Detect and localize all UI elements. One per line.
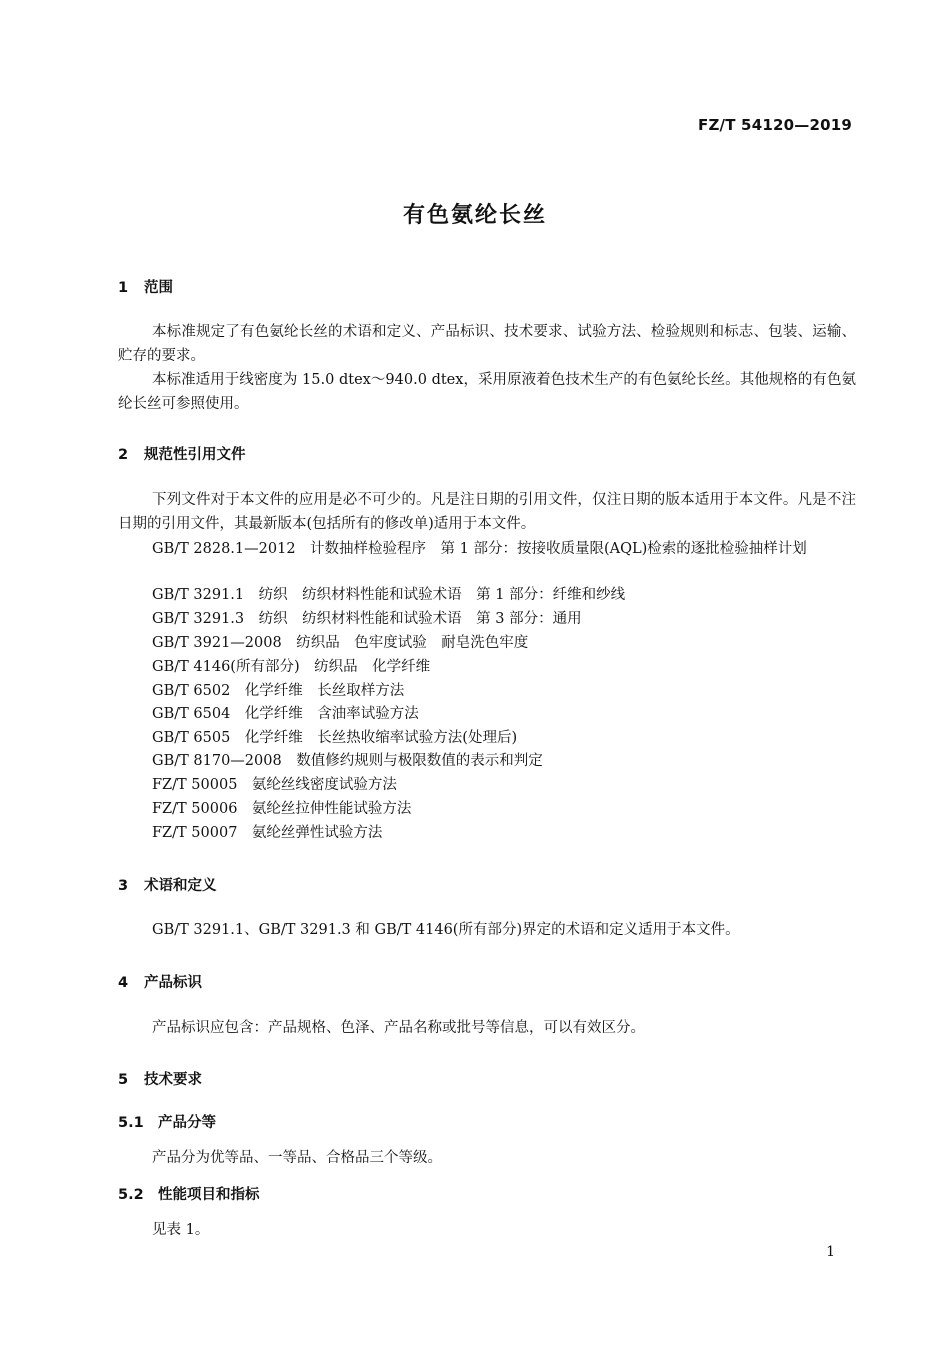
section-title: 术语和定义 xyxy=(144,878,217,894)
subsection-5-2-heading xyxy=(118,1183,260,1204)
document-title: 有色氨纶长丝 xyxy=(402,203,547,228)
section-2-heading xyxy=(118,443,246,464)
reference-item: GB/T 6502 化学纤维 长丝取样方法 xyxy=(152,683,405,699)
reference-item: GB/T 6505 化学纤维 长丝热收缩率试验方法(处理后) xyxy=(152,730,518,746)
section-title: 技术要求 xyxy=(144,1072,202,1088)
section-4-text: 产品标识应包含：产品规格、色泽、产品名称或批号等信息，可以有效区分。 xyxy=(152,1020,645,1036)
reference-item: GB/T 3291.1 纺织 纺织材料性能和试验术语 第 1 部分：纤维和纱线 xyxy=(152,587,626,603)
section-1-paragraph-2: 本标准适用于线密度为 15.0 dtex～940.0 dtex，采用原液着色技术生产的有色氨纶长丝。其他规格的有色氨纶长丝可参照使用。 xyxy=(118,372,856,412)
section-3-heading xyxy=(118,874,217,895)
subsection-5-2-text: 见表 1。 xyxy=(152,1222,210,1238)
reference-item: FZ/T 50007 氨纶丝弹性试验方法 xyxy=(152,825,383,841)
reference-item: GB/T 8170—2008 数值修约规则与极限数值的表示和判定 xyxy=(152,753,543,769)
reference-item: GB/T 3291.3 纺织 纺织材料性能和试验术语 第 3 部分：通用 xyxy=(152,611,582,627)
section-title: 产品标识 xyxy=(144,975,202,991)
standard-number: FZ/T 54120—2019 xyxy=(698,116,852,134)
section-number: 1 xyxy=(118,280,129,296)
subsection-title: 性能项目和指标 xyxy=(158,1187,260,1203)
section-number: 2 xyxy=(118,447,129,463)
section-5-heading xyxy=(118,1068,202,1089)
section-4-heading xyxy=(118,971,202,992)
section-3-text: GB/T 3291.1、GB/T 3291.3 和 GB/T 4146(所有部分)界定的术语和定义适用于本文件。 xyxy=(152,922,740,938)
reference-item: FZ/T 50005 氨纶丝线密度试验方法 xyxy=(152,777,397,793)
subsection-5-1-text: 产品分为优等品、一等品、合格品三个等级。 xyxy=(152,1150,442,1166)
section-number: 3 xyxy=(118,878,129,894)
subsection-title: 产品分等 xyxy=(158,1115,216,1131)
section-title: 范围 xyxy=(144,280,173,296)
section-1-heading xyxy=(118,276,173,297)
reference-item: GB/T 3921—2008 纺织品 色牢度试验 耐皂洗色牢度 xyxy=(152,635,529,651)
section-number: 5 xyxy=(118,1072,129,1088)
reference-item: GB/T 6504 化学纤维 含油率试验方法 xyxy=(152,706,419,722)
section-number: 4 xyxy=(118,975,129,991)
subsection-number: 5.1 xyxy=(118,1115,144,1131)
subsection-number: 5.2 xyxy=(118,1187,144,1203)
reference-item: FZ/T 50006 氨纶丝拉伸性能试验方法 xyxy=(152,801,412,817)
section-2-intro: 下列文件对于本文件的应用是必不可少的。凡是注日期的引用文件，仅注日期的版本适用于本文件。凡是不注日期的引用文件，其最新版本(包括所有的修改单)适用于本文件。 xyxy=(118,492,856,532)
reference-item: GB/T 4146(所有部分) 纺织品 化学纤维 xyxy=(152,659,431,675)
section-title: 规范性引用文件 xyxy=(144,447,246,463)
reference-item: GB/T 2828.1—2012 计数抽样检验程序 第 1 部分：按接收质量限(AQL)检索的逐批检验抽样计划 xyxy=(152,541,807,557)
page-number: 1 xyxy=(826,1244,835,1260)
section-1-paragraph-1: 本标准规定了有色氨纶长丝的术语和定义、产品标识、技术要求、试验方法、检验规则和标志、包装、运输、贮存的要求。 xyxy=(118,324,856,364)
subsection-5-1-heading xyxy=(118,1111,216,1132)
